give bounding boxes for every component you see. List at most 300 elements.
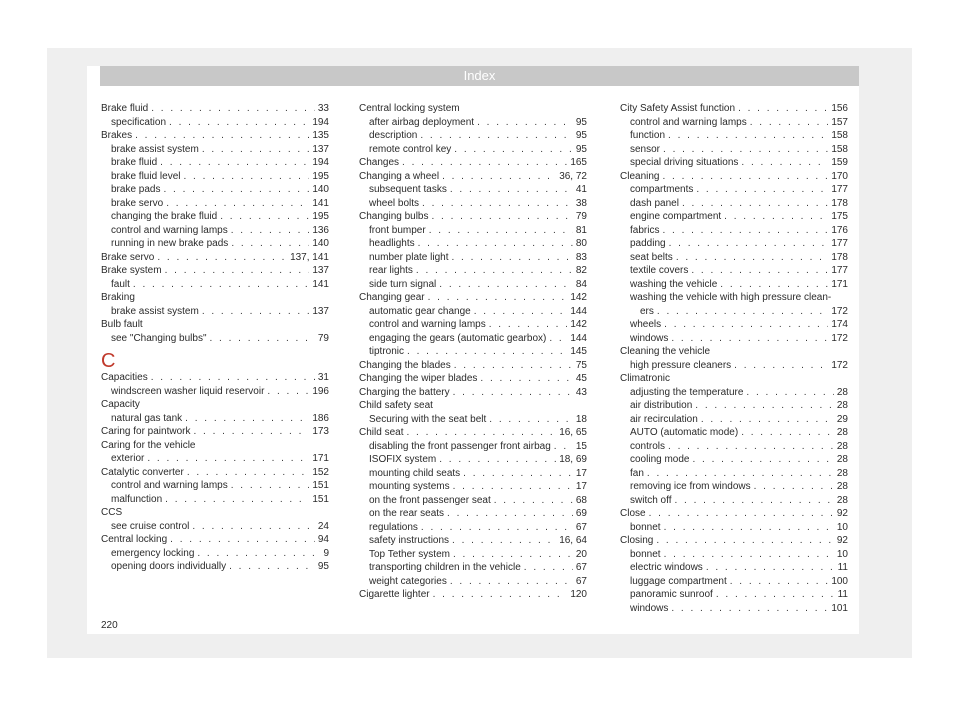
entry-label: sensor	[630, 143, 661, 155]
entry-label: Capacities	[101, 372, 148, 383]
page-reference[interactable]: 18, 69	[559, 454, 587, 465]
entry-label: AUTO (automatic mode)	[630, 427, 739, 438]
page-reference[interactable]: 140	[312, 184, 329, 195]
entry-label: after airbag deployment	[369, 116, 475, 128]
index-entry	[359, 386, 587, 400]
page-reference[interactable]: 33	[317, 103, 329, 114]
dot-leader	[477, 116, 573, 130]
page-reference[interactable]: 11	[837, 589, 848, 600]
index-subentry	[620, 561, 848, 575]
entry-label: see "Changing bulbs"	[111, 332, 207, 344]
dot-leader	[716, 588, 835, 602]
page-reference[interactable]: 176	[831, 224, 848, 236]
page-reference[interactable]: 16, 64	[559, 535, 587, 546]
index-subentry	[359, 237, 587, 251]
dot-leader	[474, 305, 568, 319]
index-letter-heading: C	[101, 350, 116, 372]
page-reference[interactable]: 165	[570, 157, 587, 168]
index-entry	[359, 291, 587, 305]
dot-leader	[549, 332, 567, 346]
entry-label: bonnet	[630, 548, 661, 560]
index-subentry	[359, 224, 587, 238]
page-reference[interactable]: 142	[570, 292, 587, 303]
entry-label: mounting child seats	[369, 467, 461, 479]
index-subentry	[620, 332, 848, 346]
page-reference[interactable]: 171	[831, 278, 848, 290]
dot-leader	[494, 494, 573, 508]
entry-label: seat belts	[630, 251, 673, 263]
dot-leader	[170, 533, 315, 547]
dot-leader	[166, 197, 309, 211]
dot-leader	[202, 305, 310, 319]
dot-leader	[664, 521, 834, 535]
page-reference[interactable]: 10	[836, 521, 848, 533]
index-subentry	[620, 291, 848, 305]
page-reference[interactable]: 141	[312, 197, 329, 209]
index-subentry	[101, 116, 329, 130]
entry-label: Top Tether system	[369, 548, 450, 560]
index-entry	[101, 129, 329, 143]
index-subentry	[620, 386, 848, 400]
page-reference[interactable]: 120	[570, 589, 587, 600]
entry-label: safety instructions	[369, 535, 450, 546]
page-reference[interactable]: 28	[836, 400, 848, 411]
entry-label: City Safety Assist function	[620, 103, 736, 114]
entry-label: dash panel	[630, 197, 679, 209]
entry-label: Caring for the vehicle	[101, 439, 196, 451]
entry-label: Cigarette lighter	[359, 589, 430, 600]
dot-leader	[231, 224, 310, 238]
index-subentry	[101, 156, 329, 170]
entry-label: luggage compartment	[630, 575, 727, 587]
index-subentry	[359, 534, 587, 548]
page-reference[interactable]: 157	[831, 116, 848, 128]
page-reference[interactable]: 144	[570, 305, 587, 317]
page-reference[interactable]: 95	[575, 143, 587, 155]
page-reference[interactable]: 67	[575, 521, 587, 533]
index-subentry	[359, 453, 587, 467]
dot-leader	[229, 560, 315, 574]
dot-leader	[402, 156, 567, 170]
page-reference[interactable]: 92	[836, 508, 848, 519]
page-reference[interactable]: 172	[831, 332, 848, 344]
index-subentry	[101, 479, 329, 493]
page-reference[interactable]: 9	[323, 547, 329, 559]
dot-leader	[706, 561, 835, 575]
entry-label: brake pads	[111, 184, 161, 195]
index-entry	[359, 372, 587, 386]
page-reference[interactable]: 178	[831, 251, 848, 263]
page-reference[interactable]: 81	[575, 224, 587, 236]
page-reference[interactable]: 18	[575, 413, 587, 425]
page-reference[interactable]: 151	[312, 493, 329, 505]
index-entry	[620, 372, 848, 386]
entry-label: Brake servo	[101, 251, 155, 263]
index-subentry	[620, 197, 848, 211]
index-subentry	[359, 197, 587, 211]
index-subentry	[620, 224, 848, 238]
entry-label: engaging the gears (automatic gearbox)	[369, 332, 547, 344]
index-subentry	[359, 305, 587, 319]
page-reference[interactable]: 144	[570, 332, 587, 344]
index-subentry	[620, 399, 848, 413]
entry-label: Changing a wheel	[359, 170, 440, 182]
index-subentry	[620, 318, 848, 332]
entry-label: adjusting the temperature	[630, 386, 744, 398]
index-subentry	[359, 129, 587, 143]
index-subentry	[101, 493, 329, 507]
index-subentry	[101, 305, 329, 319]
page-reference[interactable]: 79	[575, 211, 587, 222]
index-subentry	[359, 278, 587, 292]
page-reference[interactable]: 177	[831, 184, 848, 195]
page-reference[interactable]: 171	[312, 453, 329, 464]
page-reference[interactable]: 140	[312, 238, 329, 249]
page-reference[interactable]: 172	[831, 359, 848, 371]
dot-leader	[480, 372, 572, 386]
page-reference[interactable]: 10	[836, 548, 848, 560]
index-entry	[101, 425, 329, 439]
index-subentry	[620, 143, 848, 157]
dot-leader	[151, 371, 315, 385]
index-subentry	[620, 494, 848, 508]
index-subentry	[359, 561, 587, 575]
page-reference[interactable]: 16, 65	[559, 427, 587, 438]
dot-leader	[701, 413, 834, 427]
index-subentry	[359, 183, 587, 197]
entry-label: automatic gear change	[369, 305, 471, 317]
index-entry	[101, 318, 329, 332]
entry-label: natural gas tank	[111, 412, 183, 424]
entry-label: CCS	[101, 507, 123, 518]
entry-label: Bulb fault	[101, 319, 143, 330]
page-reference[interactable]: 68	[575, 494, 587, 506]
dot-leader	[428, 291, 568, 305]
index-subentry	[359, 332, 587, 346]
page-reference[interactable]: 141	[312, 278, 329, 290]
entry-label: windscreen washer liquid reservoir	[111, 385, 265, 397]
dot-leader	[151, 102, 315, 116]
index-entry	[101, 291, 329, 305]
index-subentry	[359, 143, 587, 157]
page-reference[interactable]: 186	[312, 412, 329, 424]
page-reference[interactable]: 178	[831, 197, 848, 209]
dot-leader	[133, 278, 309, 292]
dot-leader	[447, 507, 573, 521]
page-reference[interactable]: 69	[575, 508, 587, 519]
entry-label: Caring for paintwork	[101, 426, 191, 437]
index-subentry	[620, 264, 848, 278]
index-subentry	[620, 305, 848, 319]
entry-label: high pressure cleaners	[630, 359, 732, 371]
dot-leader	[649, 507, 834, 521]
index-entry	[101, 506, 329, 520]
page-reference[interactable]: 80	[575, 238, 587, 249]
page-reference[interactable]: 83	[575, 251, 587, 263]
dot-leader	[433, 588, 568, 602]
page-reference[interactable]: 67	[575, 562, 587, 573]
entry-label: headlights	[369, 238, 415, 249]
dot-leader	[750, 116, 829, 130]
dot-leader	[738, 102, 828, 116]
page-reference[interactable]: 137	[312, 305, 329, 317]
page-reference[interactable]: 95	[317, 561, 329, 572]
entry-label: Brake fluid	[101, 103, 149, 114]
entry-label: bonnet	[630, 521, 661, 533]
entry-label: washing the vehicle with high pressure clean-	[630, 292, 832, 303]
index-entry	[359, 156, 587, 170]
page-reference[interactable]: 137, 141	[290, 251, 329, 263]
dot-leader	[231, 479, 310, 493]
entry-label: Brakes	[101, 130, 133, 141]
dot-leader	[450, 183, 573, 197]
index-subentry	[620, 116, 848, 130]
entry-label: remote control key	[369, 143, 452, 155]
page-reference[interactable]: 196	[312, 385, 329, 397]
page-reference[interactable]: 175	[831, 211, 848, 222]
dot-leader	[734, 359, 828, 373]
page-reference[interactable]: 95	[575, 116, 587, 128]
index-subentry	[620, 480, 848, 494]
dot-leader	[463, 467, 573, 481]
dot-leader	[647, 467, 834, 481]
page-reference[interactable]: 28	[836, 481, 848, 492]
entry-label: emergency locking	[111, 547, 195, 559]
page-reference[interactable]: 92	[836, 535, 848, 546]
entry-label: tiptronic	[369, 346, 405, 357]
entry-label: fan	[630, 467, 644, 479]
entry-label: Charging the battery	[359, 386, 450, 398]
index-column-3	[620, 102, 848, 615]
entry-label: control and warning lamps	[111, 224, 228, 236]
page-reference[interactable]: 11	[837, 562, 848, 573]
page-reference[interactable]: 28	[836, 427, 848, 438]
dot-leader	[160, 156, 309, 170]
dot-leader	[432, 210, 573, 224]
entry-label: Close	[620, 508, 646, 519]
index-subentry	[620, 156, 848, 170]
page-reference[interactable]: 38	[575, 197, 587, 209]
index-entry	[101, 398, 329, 412]
index-subentry	[359, 467, 587, 481]
page-reference[interactable]: 177	[831, 238, 848, 249]
page-reference[interactable]: 67	[575, 575, 587, 587]
page-reference[interactable]: 137	[312, 143, 329, 155]
page-reference[interactable]: 170	[831, 170, 848, 182]
dot-leader	[185, 412, 309, 426]
dot-leader	[489, 413, 573, 427]
index-entry	[359, 102, 587, 116]
page-reference[interactable]: 156	[831, 103, 848, 114]
page-reference[interactable]: 45	[575, 373, 587, 384]
dot-leader	[454, 143, 573, 157]
entry-label: panoramic sunroof	[630, 589, 713, 600]
index-subentry	[101, 224, 329, 238]
page-header: Index	[100, 66, 859, 86]
index-entry	[101, 533, 329, 547]
entry-label: fault	[111, 278, 130, 290]
page-reference[interactable]: 195	[312, 170, 329, 182]
index-entry	[620, 102, 848, 116]
entry-label: brake fluid level	[111, 170, 181, 182]
index-entry	[101, 264, 329, 278]
page-reference[interactable]: 28	[836, 467, 848, 479]
entry-label: disabling the front passenger front airbag	[369, 440, 551, 452]
dot-leader	[421, 521, 573, 535]
index-subentry	[101, 547, 329, 561]
page-reference[interactable]: 29	[836, 413, 848, 425]
entry-label: mounting systems	[369, 481, 450, 492]
entry-label: number plate light	[369, 251, 449, 263]
index-subentry	[101, 170, 329, 184]
entry-label: description	[369, 130, 418, 141]
page-reference[interactable]: 17	[575, 481, 587, 492]
page-reference[interactable]: 31	[317, 372, 329, 383]
index-entry	[101, 251, 329, 265]
entry-label: fabrics	[630, 224, 660, 236]
page-reference[interactable]: 151	[312, 480, 329, 491]
page-reference[interactable]: 101	[831, 602, 848, 614]
index-entry	[101, 371, 329, 385]
page-reference[interactable]: 28	[836, 440, 848, 452]
index-subentry	[620, 548, 848, 562]
index-entry	[359, 399, 587, 413]
dot-leader	[662, 170, 828, 184]
dot-leader	[695, 399, 834, 413]
page-reference[interactable]: 137	[312, 265, 329, 276]
index-subentry	[620, 359, 848, 373]
index-subentry	[620, 521, 848, 535]
page-reference[interactable]: 36, 72	[559, 170, 587, 182]
entry-label: front bumper	[369, 224, 426, 236]
entry-label: changing the brake fluid	[111, 211, 218, 222]
page-reference[interactable]: 79	[317, 332, 329, 344]
page-reference[interactable]: 94	[317, 534, 329, 545]
page-reference[interactable]: 194	[312, 116, 329, 128]
entry-label: textile covers	[630, 265, 689, 276]
page-number: 220	[101, 620, 118, 631]
dot-leader	[746, 386, 833, 400]
dot-leader	[676, 251, 829, 265]
page-reference[interactable]: 43	[575, 386, 587, 398]
index-subentry	[101, 412, 329, 426]
index-subentry	[101, 197, 329, 211]
index-subentry	[101, 143, 329, 157]
page-reference[interactable]: 28	[836, 386, 848, 398]
page-reference[interactable]: 84	[575, 278, 587, 290]
entry-label: padding	[630, 238, 666, 249]
index-entry	[359, 210, 587, 224]
dot-leader	[450, 575, 573, 589]
page-reference[interactable]: 17	[575, 467, 587, 479]
entry-label: transporting children in the vehicle	[369, 562, 521, 573]
page-reference[interactable]: 20	[575, 548, 587, 560]
page-reference[interactable]: 195	[312, 211, 329, 222]
index-subentry	[620, 588, 848, 602]
entry-label: removing ice from windows	[630, 481, 751, 492]
page-reference[interactable]: 173	[312, 426, 329, 437]
entry-label: exterior	[111, 453, 145, 464]
index-subentry	[620, 575, 848, 589]
page-reference[interactable]: 145	[570, 346, 587, 357]
page-reference[interactable]: 28	[836, 454, 848, 465]
entry-label: weight categories	[369, 575, 447, 587]
dot-leader	[163, 183, 309, 197]
dot-leader	[696, 183, 828, 197]
page-reference[interactable]: 75	[575, 359, 587, 371]
dot-leader	[554, 440, 573, 454]
page-reference[interactable]: 194	[312, 157, 329, 168]
page-reference[interactable]: 158	[831, 143, 848, 155]
dot-leader	[691, 264, 828, 278]
dot-leader	[741, 426, 834, 440]
page-reference[interactable]: 158	[831, 130, 848, 141]
dot-leader	[754, 480, 834, 494]
dot-leader	[406, 426, 556, 440]
index-entry	[101, 466, 329, 480]
dot-leader	[720, 278, 828, 292]
dot-leader	[418, 237, 573, 251]
index-subentry	[620, 602, 848, 616]
dot-leader	[210, 332, 315, 346]
dot-leader	[202, 143, 310, 157]
entry-label: Changing the blades	[359, 359, 451, 371]
dot-leader	[193, 425, 309, 439]
entry-label: control and warning lamps	[369, 319, 486, 330]
page-reference[interactable]: 24	[317, 520, 329, 532]
dot-leader	[692, 453, 833, 467]
entry-label: Catalytic converter	[101, 466, 184, 478]
index-subentry	[101, 520, 329, 534]
dot-leader	[439, 278, 573, 292]
page-reference[interactable]: 28	[836, 494, 848, 506]
entry-label: air distribution	[630, 400, 693, 411]
dot-leader	[165, 493, 309, 507]
page-reference[interactable]: 177	[831, 265, 848, 276]
page-reference[interactable]: 159	[831, 157, 848, 168]
index-subentry	[101, 278, 329, 292]
page-reference[interactable]: 174	[831, 319, 848, 330]
page-reference[interactable]: 136	[312, 224, 329, 236]
index-subentry	[359, 548, 587, 562]
dot-leader	[192, 520, 315, 534]
page-reference[interactable]: 135	[312, 130, 329, 141]
index-subentry	[101, 183, 329, 197]
dot-leader	[220, 210, 309, 224]
page-reference[interactable]: 95	[575, 130, 587, 141]
page-reference[interactable]: 152	[312, 466, 329, 478]
page-reference[interactable]: 142	[570, 319, 587, 330]
dot-leader	[422, 197, 573, 211]
entry-label: Cleaning the vehicle	[620, 346, 711, 357]
entry-label: Cleaning	[620, 170, 660, 182]
index-subentry	[359, 575, 587, 589]
entry-label: special driving situations	[630, 157, 739, 168]
entry-label: running in new brake pads	[111, 238, 229, 249]
page-reference[interactable]: 41	[575, 184, 587, 195]
dot-leader	[664, 548, 834, 562]
page-reference[interactable]: 15	[575, 440, 587, 452]
dot-leader	[741, 156, 828, 170]
page-reference[interactable]: 82	[575, 265, 587, 276]
page-reference[interactable]: 100	[831, 575, 848, 587]
page-reference[interactable]: 172	[831, 305, 848, 317]
entry-label: brake fluid	[111, 157, 158, 168]
dot-leader	[675, 494, 834, 508]
dot-leader	[439, 453, 556, 467]
index-subentry	[101, 237, 329, 251]
entry-label: brake assist system	[111, 305, 199, 317]
